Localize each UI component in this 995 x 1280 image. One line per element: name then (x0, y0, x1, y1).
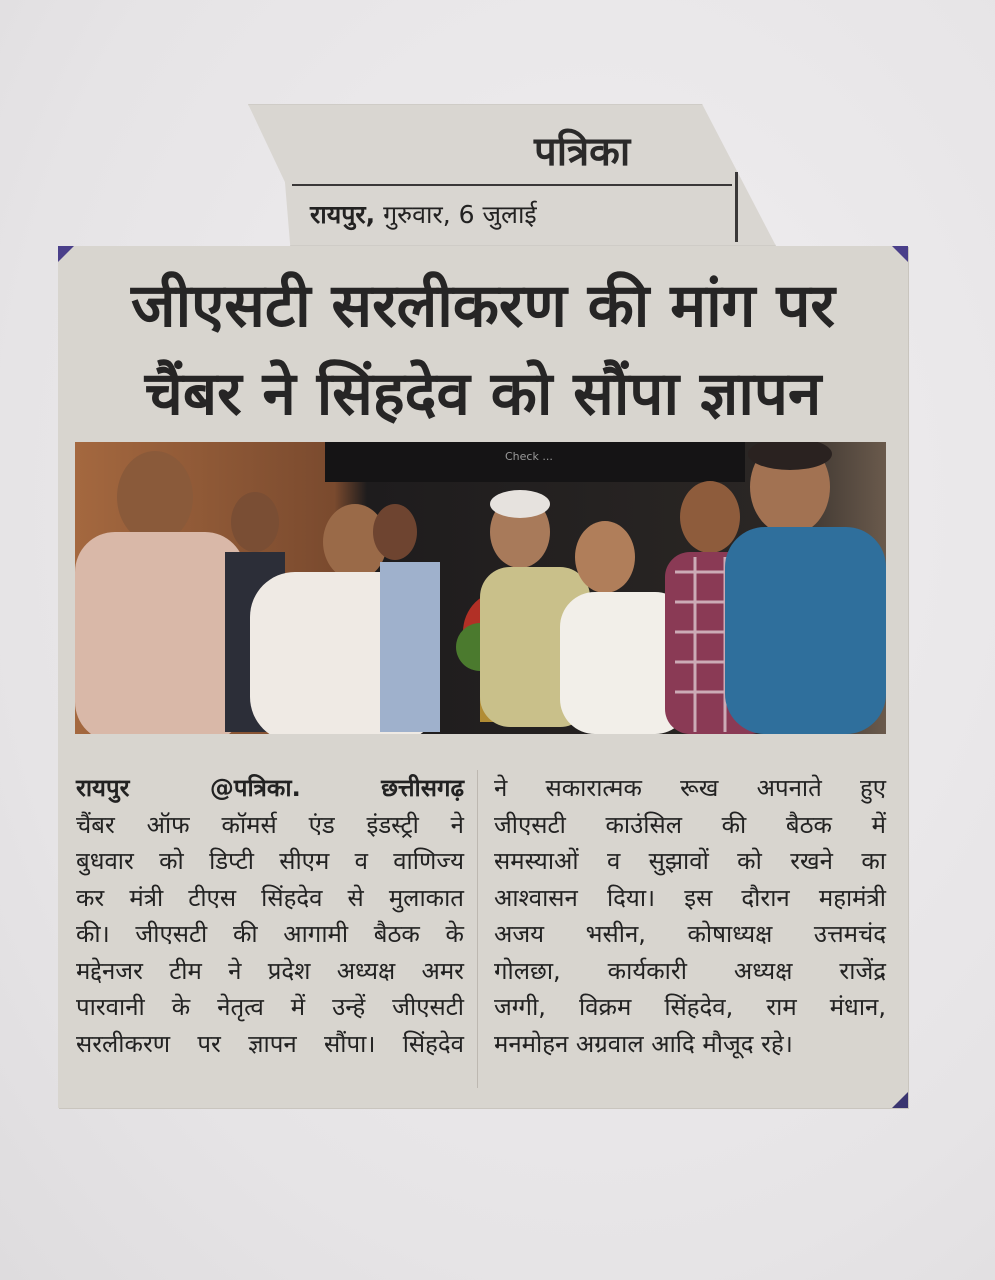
masthead-rule (292, 184, 732, 186)
masthead-rule-vertical (735, 172, 738, 242)
article-body-right-column (494, 770, 886, 1062)
body-line: मनमोहन अग्रवाल आदि मौजूद रहे। (494, 1029, 793, 1058)
headline-line-1: जीएसटी सरलीकरण की मांग पर (131, 271, 835, 341)
body-line: गोलछा, कार्यकारी अध्यक्ष राजेंद्र (494, 956, 886, 985)
body-line: जीएसटी काउंसिल की बैठक में (494, 810, 886, 839)
newspaper-name: पत्रिका (534, 129, 631, 175)
corner-mark-top-right (892, 246, 908, 262)
article-photo (75, 442, 886, 734)
article-body-left-column (76, 770, 464, 1062)
body-line: समस्याओं व सुझावों को रखने का (494, 847, 886, 875)
headline-line-2: चैंबर ने सिंहदेव को सौंपा ज्ञापन (144, 359, 822, 429)
corner-mark-top-left (58, 246, 74, 262)
body-line: अजय भसीन, कोषाध्यक्ष उत्तमचंद (494, 920, 886, 948)
body-line: चैंबर ऑफ कॉमर्स एंड इंडस्ट्री ने (76, 810, 464, 839)
group-photo-illustration (75, 442, 886, 734)
dateline-city: रायपुर, (310, 200, 376, 229)
body-line: बुधवार को डिप्टी सीएम व वाणिज्य (76, 847, 464, 875)
body-line: की। जीएसटी की आगामी बैठक के (76, 920, 464, 948)
column-divider (477, 770, 478, 1088)
body-line: मद्देनजर टीम ने प्रदेश अध्यक्ष अमर (76, 956, 464, 985)
body-line: सरलीकरण पर ज्ञापन सौंपा। सिंहदेव (76, 1029, 464, 1058)
body-line: जग्गी, विक्रम सिंहदेव, राम मंधान, (494, 993, 886, 1021)
masthead-dateline (310, 197, 537, 231)
body-line: पारवानी के नेतृत्व में उन्हें जीएसटी (76, 993, 464, 1021)
body-line: आश्वासन दिया। इस दौरान महामंत्री (494, 883, 886, 912)
body-line: ने सकारात्मक रूख अपनाते हुए (494, 774, 886, 802)
dateline-day-date: गुरुवार, 6 जुलाई (383, 200, 537, 229)
photo-banner-text: Check ... (505, 450, 553, 463)
corner-mark-bottom-right (892, 1092, 908, 1108)
body-line: कर मंत्री टीएस सिंहदेव से मुलाकात (76, 883, 464, 912)
body-line: रायपुर @पत्रिका. छत्तीसगढ़ (76, 774, 464, 802)
